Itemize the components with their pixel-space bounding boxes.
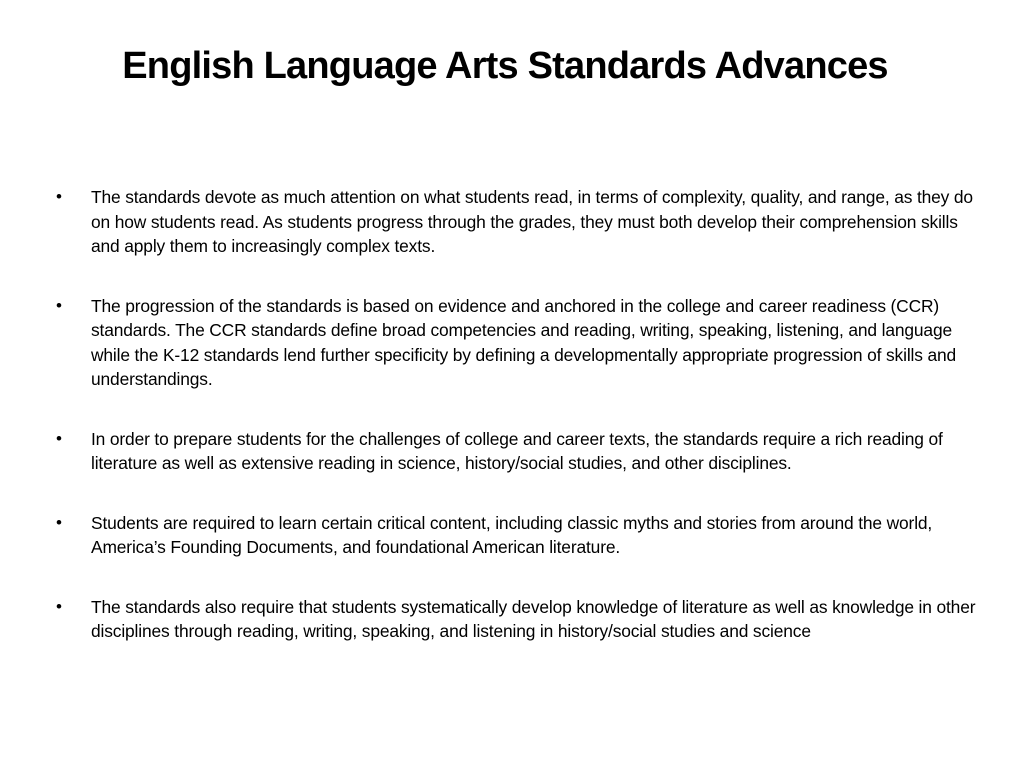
bullet-text: The progression of the standards is based on evidence and anchored in the college and career readiness (CCR) standards. The CCR standards define broad competencies and reading, writing, speaking, listening, and language while the K-12 standards lend further specificity by defining a developmentally appropriate progression of skills and understandings. <box>91 295 957 389</box>
bullet-text: Students are required to learn certain critical content, including classic myths and stories from around the world, America’s Founding Documents, and foundational American literature. <box>91 512 933 557</box>
bullet-icon: • <box>56 596 62 616</box>
bullet-icon: • <box>56 187 62 206</box>
bullet-item <box>56 511 976 560</box>
bullet-item <box>56 595 976 644</box>
bullet-item <box>56 294 976 392</box>
slide-title: English Language Arts Standards Advances <box>122 45 888 87</box>
bullet-text: In order to prepare students for the challenges of college and career texts, the standards require a rich reading of literature as well as extensive reading in science, history/social studies, and other disciplines. <box>91 428 943 473</box>
bullet-item <box>56 427 976 476</box>
bullet-list <box>56 185 976 679</box>
bullet-icon: • <box>56 512 62 532</box>
bullet-icon: • <box>56 295 62 315</box>
bullet-item <box>56 185 976 259</box>
bullet-text: The standards devote as much attention on what students read, in terms of complexity, quality, and range, as they do on how students read. As students progress through the grades, they must both develop their comprehension skills and apply them to increasingly complex texts. <box>91 187 973 256</box>
bullet-icon: • <box>56 428 62 448</box>
bullet-text: The standards also require that students systematically develop knowledge of literature as well as knowledge in other disciplines through reading, writing, speaking, and listening in history/social studies and science <box>91 596 976 641</box>
